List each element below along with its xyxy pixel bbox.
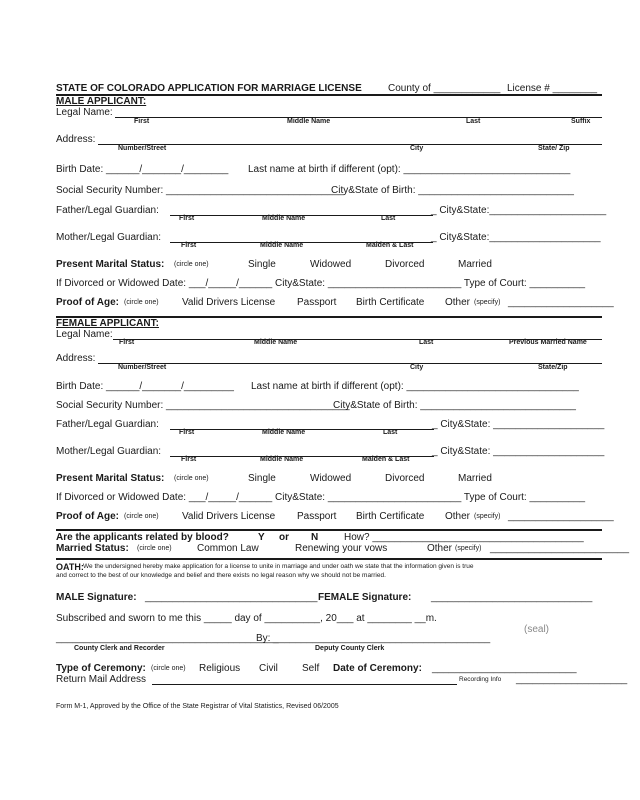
male-city-caption: City: [410, 145, 424, 152]
male-marital-status-label: Present Marital Status:: [56, 259, 165, 270]
female-signature-label: FEMALE Signature:: [318, 592, 412, 603]
seal-placeholder: (seal): [524, 624, 550, 635]
female-proof-license-option[interactable]: Valid Drivers License: [182, 511, 276, 522]
male-marital-divorced-option[interactable]: Divorced: [385, 259, 425, 270]
female-marital-married-option[interactable]: Married: [458, 473, 492, 484]
male-proof-license-option[interactable]: Valid Drivers License: [182, 297, 276, 308]
female-mother-birthplace-field[interactable]: _ City&State: ____________________: [432, 446, 605, 457]
ceremony-civil-option[interactable]: Civil: [259, 663, 278, 674]
female-mother-middle-caption: Middle Name: [260, 456, 304, 463]
female-father-birthplace-field[interactable]: _ City&State: ____________________: [432, 419, 605, 430]
return-mail-address-label: Return Mail Address: [56, 674, 147, 685]
female-proof-other-option[interactable]: Other: [445, 511, 471, 522]
female-mother-maiden-caption: Maiden & Last: [362, 456, 410, 463]
male-divorced-widowed-fields[interactable]: If Divorced or Widowed Date: ___/_____/______ City&State: ________________________ Type of Court: __________: [56, 278, 586, 289]
male-mother-first-caption: First: [181, 242, 197, 249]
married-status-specify-caption: (specify): [455, 545, 482, 552]
male-middle-caption: Middle Name: [287, 118, 331, 125]
female-applicant-heading: FEMALE APPLICANT:: [56, 318, 159, 329]
female-last-name-at-birth-field[interactable]: Last name at birth if different (opt): _______________________________: [251, 381, 579, 392]
related-by-blood-question: Are the applicants related by blood?: [56, 532, 229, 543]
female-mother-label: Mother/Legal Guardian:: [56, 446, 162, 457]
male-father-birthplace-field[interactable]: _ City&State:_____________________: [431, 205, 607, 216]
male-proof-of-age-label: Proof of Age:: [56, 297, 119, 308]
male-mother-middle-caption: Middle Name: [260, 242, 304, 249]
license-number-field[interactable]: License # ________: [507, 83, 598, 94]
deputy-clerk-signature-field[interactable]: By: _______________________________________: [256, 633, 491, 644]
male-last-caption: Last: [466, 118, 481, 125]
female-ssn-field[interactable]: Social Security Number: _________________________________: [56, 400, 350, 411]
married-status-renewing-option[interactable]: Renewing your vows: [295, 543, 388, 554]
female-section-divider: [56, 529, 602, 531]
male-street-caption: Number/Street: [118, 145, 167, 152]
oath-text-line2: and correct to the best of our knowledge and belief and there exists no legal reason why we should not be married.: [56, 572, 386, 579]
female-previous-married-caption: Previous Married Name: [509, 339, 587, 346]
male-address-field[interactable]: [98, 144, 602, 145]
male-proof-other-field[interactable]: ___________________: [508, 297, 614, 308]
ceremony-date-label: Date of Ceremony:: [333, 663, 422, 674]
female-marital-circle-one: (circle one): [174, 475, 209, 482]
male-marital-widowed-option[interactable]: Widowed: [310, 259, 352, 270]
female-father-middle-caption: Middle Name: [262, 429, 306, 436]
male-proof-other-option[interactable]: Other: [445, 297, 471, 308]
related-no-option[interactable]: N: [311, 532, 319, 543]
female-father-first-caption: First: [179, 429, 195, 436]
ceremony-circle-one: (circle one): [151, 665, 186, 672]
female-city-caption: City: [410, 364, 424, 371]
male-mother-birthplace-field[interactable]: _ City&State:____________________: [431, 232, 601, 243]
male-proof-passport-option[interactable]: Passport: [297, 297, 337, 308]
married-status-other-field[interactable]: _________________________: [490, 543, 630, 554]
male-mother-maiden-caption: Maiden & Last: [366, 242, 414, 249]
married-status-label: Married Status:: [56, 543, 129, 554]
form-title: STATE OF COLORADO APPLICATION FOR MARRIAGE LICENSE: [56, 83, 362, 94]
male-signature-label: MALE Signature:: [56, 592, 137, 603]
female-first-caption: First: [119, 339, 135, 346]
male-address-label: Address:: [56, 134, 96, 145]
return-mail-address-field[interactable]: [152, 684, 457, 685]
male-marital-married-option[interactable]: Married: [458, 259, 492, 270]
female-signature-field[interactable]: _____________________________: [431, 592, 593, 603]
form-footer-note: Form M-1, Approved by the Office of the State Registrar of Vital Statistics, Revised 06/2005: [56, 703, 339, 710]
male-signature-field[interactable]: _______________________________: [145, 592, 318, 603]
ceremony-date-field[interactable]: __________________________: [432, 663, 577, 674]
male-applicant-heading: MALE APPLICANT:: [56, 96, 147, 107]
county-field[interactable]: County of ____________: [388, 83, 501, 94]
ceremony-religious-option[interactable]: Religious: [199, 663, 241, 674]
female-address-label: Address:: [56, 353, 96, 364]
male-last-name-at-birth-field[interactable]: Last name at birth if different (opt): ______________________________: [248, 164, 571, 175]
oath-divider: [56, 558, 602, 560]
female-marital-widowed-option[interactable]: Widowed: [310, 473, 352, 484]
related-yes-option[interactable]: Y: [258, 532, 265, 543]
female-father-last-caption: Last: [383, 429, 398, 436]
male-birth-date-field[interactable]: Birth Date: ______/_______/________: [56, 164, 229, 175]
male-suffix-caption: Suffix: [571, 118, 591, 125]
female-proof-of-age-label: Proof of Age:: [56, 511, 119, 522]
male-proof-specify-caption: (specify): [474, 299, 501, 306]
female-birth-date-field[interactable]: Birth Date: ______/_______/_________: [56, 381, 234, 392]
female-street-caption: Number/Street: [118, 364, 167, 371]
male-first-caption: First: [134, 118, 150, 125]
male-mother-label: Mother/Legal Guardian:: [56, 232, 162, 243]
female-last-caption: Last: [419, 339, 434, 346]
female-proof-specify-caption: (specify): [474, 513, 501, 520]
male-father-middle-caption: Middle Name: [262, 215, 306, 222]
county-clerk-signature-field[interactable]: ________________________________________: [56, 633, 279, 644]
female-mother-first-caption: First: [181, 456, 197, 463]
female-state-zip-caption: State/Zip: [538, 364, 568, 371]
male-legal-name-label: Legal Name:: [56, 107, 113, 118]
female-address-field[interactable]: [98, 363, 602, 364]
female-marital-divorced-option[interactable]: Divorced: [385, 473, 425, 484]
female-proof-passport-option[interactable]: Passport: [297, 511, 337, 522]
male-father-first-caption: First: [179, 215, 195, 222]
county-clerk-caption: County Clerk and Recorder: [74, 645, 165, 652]
female-divorced-widowed-fields[interactable]: If Divorced or Widowed Date: ___/_____/______ City&State: ________________________ Type of Court: __________: [56, 492, 586, 503]
male-state-zip-caption: State/ Zip: [538, 145, 570, 152]
female-marital-status-label: Present Marital Status:: [56, 473, 165, 484]
recording-info-label: Recording Info: [459, 676, 502, 683]
related-how-field[interactable]: How? ______________________________________: [344, 532, 584, 543]
male-marital-single-option[interactable]: Single: [248, 259, 276, 270]
female-marital-single-option[interactable]: Single: [248, 473, 276, 484]
married-status-circle-one: (circle one): [137, 545, 172, 552]
ceremony-type-label: Type of Ceremony:: [56, 663, 146, 674]
female-middle-caption: Middle Name: [254, 339, 298, 346]
male-proof-circle-one: (circle one): [124, 299, 159, 306]
female-proof-birth-certificate-option[interactable]: Birth Certificate: [356, 511, 425, 522]
female-proof-other-field[interactable]: ___________________: [508, 511, 614, 522]
male-father-last-caption: Last: [381, 215, 396, 222]
ceremony-self-option[interactable]: Self: [302, 663, 320, 674]
male-marital-circle-one: (circle one): [174, 261, 209, 268]
recording-info-field[interactable]: ____________________: [516, 674, 628, 685]
married-status-other-option[interactable]: Other: [427, 543, 453, 554]
married-status-common-law-option[interactable]: Common Law: [197, 543, 259, 554]
male-birthplace-field[interactable]: City&State of Birth: ____________________________: [331, 185, 574, 196]
female-proof-circle-one: (circle one): [124, 513, 159, 520]
related-or-text: or: [279, 532, 289, 543]
female-legal-name-label: Legal Name:: [56, 329, 113, 340]
female-father-label: Father/Legal Guardian:: [56, 419, 159, 430]
male-legal-name-field[interactable]: [115, 117, 602, 118]
oath-label: OATH:: [56, 562, 84, 572]
female-birthplace-field[interactable]: City&State of Birth: ____________________________: [333, 400, 576, 411]
male-ssn-field[interactable]: Social Security Number: ________________________________: [56, 185, 345, 196]
oath-text-line1: We the undersigned hereby make application for a license to unite in marriage and under oath we state that the information given is true: [83, 563, 474, 570]
deputy-clerk-caption: Deputy County Clerk: [315, 645, 385, 652]
subscribed-sworn-fields[interactable]: Subscribed and sworn to me this _____ day of __________, 20___ at ________ __m.: [56, 613, 437, 624]
male-father-label: Father/Legal Guardian:: [56, 205, 159, 216]
male-proof-birth-certificate-option[interactable]: Birth Certificate: [356, 297, 425, 308]
